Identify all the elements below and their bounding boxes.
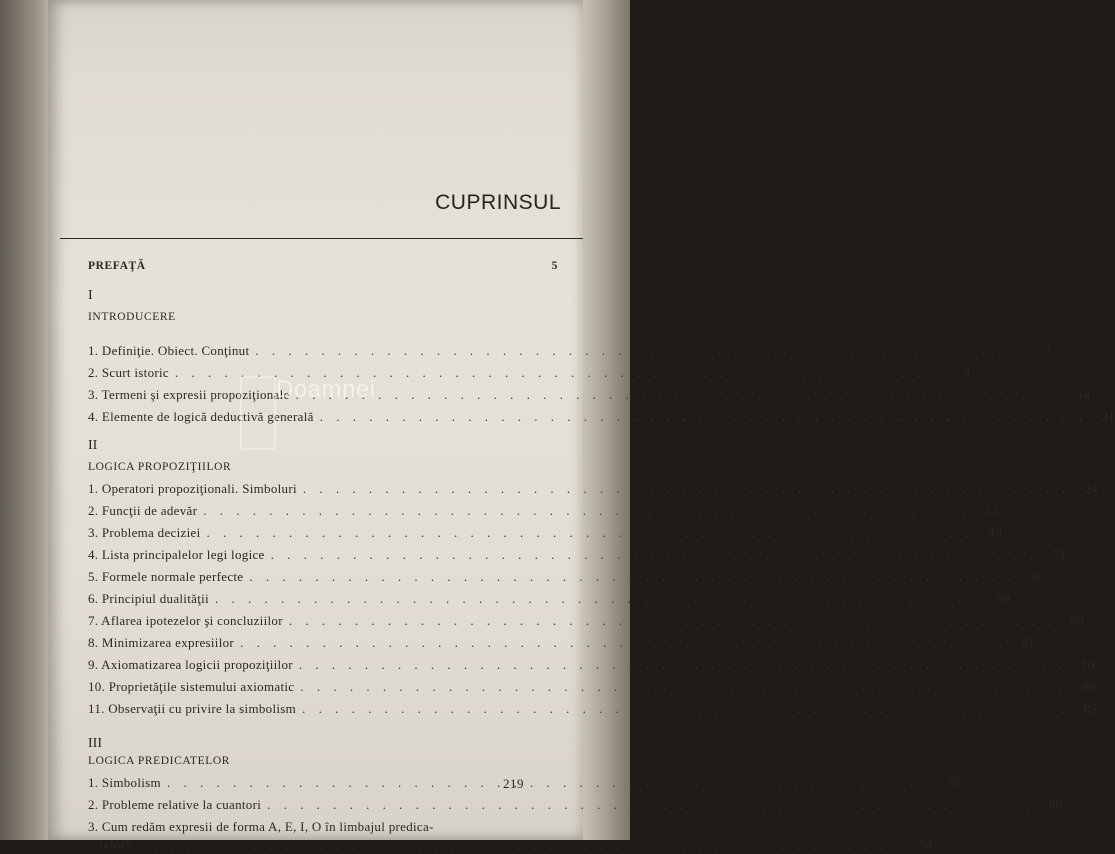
toc-entry (88, 522, 1002, 544)
toc-entry-label: 1. Simbolism (88, 775, 161, 790)
toc-section-2 (88, 436, 1099, 720)
dot-leader (296, 384, 1063, 406)
toc-entry-page: 85 (1083, 701, 1098, 716)
dot-leader (215, 588, 982, 610)
toc-entry-label: PREFAŢĂ (88, 260, 146, 272)
dot-leader (267, 794, 1034, 816)
toc-entry (88, 544, 1066, 566)
dot-leader (240, 632, 1007, 654)
toc-entry-page: 14 (1077, 387, 1091, 402)
toc-section-1 (88, 286, 1115, 428)
toc-entry (88, 698, 1098, 720)
toc-entry-page: 40 (988, 525, 1002, 540)
toc-entry (88, 632, 1036, 654)
toc-entry-page: 80 (1082, 679, 1096, 694)
toc-entry-label: 10. Proprietăţile sistemului axiomatic (88, 679, 295, 694)
toc-entry-page: 60 (1070, 613, 1085, 628)
book-spine (0, 0, 54, 840)
dot-leader (249, 566, 1016, 588)
toc-entry-label: 7. Aflarea ipotezelor şi concluziilor (88, 613, 283, 628)
toc-entry (88, 566, 1045, 588)
section-numeral: I (88, 288, 93, 303)
toc-entry-page: 51 (1052, 547, 1066, 562)
toc-entry-label: 1. Definiţie. Obiect. Conţinut (88, 343, 250, 358)
toc-entry-page: 90 (1048, 797, 1063, 812)
section-numeral: III (88, 736, 102, 751)
toc-entry-label: 2. Scurt istoric (88, 365, 169, 380)
toc-entry-label: 1. Operatori propoziţionali. Simboluri (88, 481, 297, 496)
toc-entry-label: 11. Observaţii cu privire la simbolism (88, 701, 297, 716)
toc-entry (88, 654, 1095, 676)
toc-entry-page: 59 (996, 591, 1011, 606)
page-number: 219 (503, 776, 524, 791)
toc-entry (88, 478, 1099, 500)
dot-leader (255, 340, 1022, 362)
dot-leader (303, 478, 1070, 500)
toc-entry-label: 6. Principiul dualităţii (88, 591, 209, 606)
toc-entry (88, 676, 1096, 698)
toc-entry (88, 772, 963, 794)
toc-section-3 (88, 734, 1063, 854)
dot-leader (302, 698, 1069, 720)
toc-entry-page: 87 (948, 775, 963, 790)
toc-entry (88, 816, 933, 854)
toc-entry (88, 588, 1011, 610)
dot-leader (137, 836, 904, 854)
dot-leader (289, 610, 1056, 632)
toc-entry-page: 61 (1021, 635, 1036, 650)
dot-leader (320, 406, 1087, 428)
toc-entry-label: 8. Minimizarea expresiilor (88, 635, 235, 650)
toc-entry (88, 610, 1085, 632)
dot-leader (271, 544, 1038, 566)
section-title: INTRODUCERE (88, 311, 176, 323)
section-numeral: II (88, 438, 98, 453)
toc-entry-label: 4. Elemente de logică deductivă generală (88, 409, 314, 424)
toc-entry-page: 70 (1080, 657, 1095, 672)
toc-entry-label: 5. Formele normale perfecte (88, 569, 244, 584)
dot-leader (167, 772, 934, 794)
toc-entry (88, 406, 1115, 428)
dot-leader (299, 654, 1066, 676)
toc-entry (88, 794, 1063, 816)
toc-entry-page: 7 (1043, 343, 1051, 358)
toc-entry (88, 340, 1051, 362)
toc-entry-page: 24 (1084, 481, 1099, 496)
toc-entry-label: 3. Problema deciziei (88, 525, 201, 540)
watermark-logo (240, 376, 276, 450)
toc-entry-label: 4. Lista principalelor legi logice (88, 547, 265, 562)
page-title: CUPRINSUL (435, 191, 561, 214)
toc-entry-label: 3. Termeni şi expresii propoziţionale (88, 387, 290, 402)
toc-entry-page: 21 (1101, 409, 1115, 424)
toc-entry-label: 3. Cum redăm expresii de forma A, E, I, O în limbajul predica- (88, 819, 434, 834)
section-title: LOGICA PROPOZIŢIILOR (88, 461, 232, 473)
dot-leader (203, 500, 970, 522)
toc-entry-page: 5 (551, 260, 558, 272)
toc-entry-label: 2. Funcţii de adevăr (88, 503, 198, 518)
toc-entry-label-continued: telor? (100, 837, 132, 852)
toc-entry-page: 33 (984, 503, 999, 518)
toc-entry-label: 2. Probleme relative la cuantori (88, 797, 262, 812)
book-page (48, 0, 1115, 852)
toc-entry-page: 53 (1031, 569, 1045, 584)
toc-entry-page: 9 (963, 365, 971, 380)
table-of-contents (88, 260, 1115, 854)
dot-leader (300, 676, 1067, 698)
watermark-text: Doamnei (276, 376, 376, 403)
toc-entry-preface (88, 260, 558, 282)
dot-leader (207, 522, 974, 544)
toc-entry (88, 500, 999, 522)
toc-entry-page: 94 (919, 837, 933, 852)
section-title: LOGICA PREDICATELOR (88, 755, 231, 767)
title-rule (60, 238, 583, 239)
toc-entry-label: 9. Axiomatizarea logicii propoziţiilor (88, 657, 293, 672)
